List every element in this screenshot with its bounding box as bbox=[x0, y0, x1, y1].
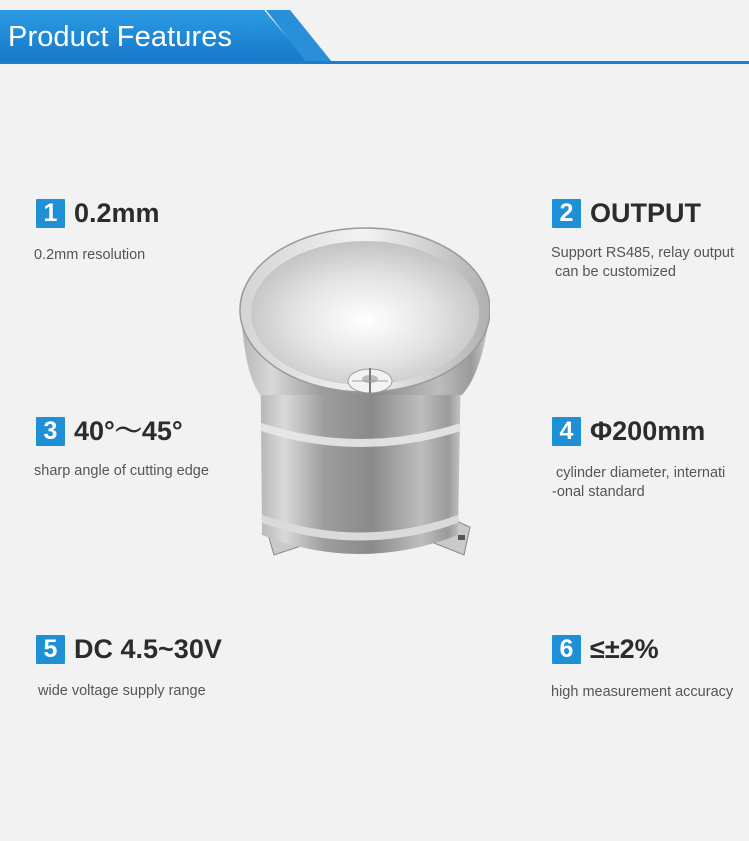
feature-title-5: DC 4.5~30V bbox=[74, 634, 222, 664]
feature-title-6: ≤±2% bbox=[590, 634, 659, 664]
feature-6 bbox=[552, 634, 659, 664]
feature-desc-2: Support RS485, relay output can be customized bbox=[551, 245, 734, 280]
feature-desc-4: cylinder diameter, internati -onal standard bbox=[552, 465, 726, 500]
feature-desc-6: high measurement accuracy bbox=[551, 684, 734, 700]
feature-title-4: Φ200mm bbox=[590, 416, 706, 446]
feature-desc-1: 0.2mm resolution bbox=[34, 247, 146, 263]
feature-4 bbox=[552, 416, 705, 446]
header-banner bbox=[0, 0, 749, 66]
feature-number-3: 3 bbox=[36, 417, 65, 446]
feature-title-2: OUTPUT bbox=[590, 198, 701, 228]
feature-title-3: 40°～45° bbox=[74, 416, 183, 446]
feature-desc-5: wide voltage supply range bbox=[38, 683, 206, 699]
feature-1 bbox=[36, 198, 160, 228]
feature-2 bbox=[552, 198, 701, 228]
feature-5 bbox=[36, 634, 222, 664]
rain-gauge-image bbox=[230, 205, 490, 575]
feature-number-4: 4 bbox=[552, 417, 581, 446]
feature-desc-3: sharp angle of cutting edge bbox=[34, 463, 209, 479]
feature-3 bbox=[36, 416, 183, 446]
feature-number-6: 6 bbox=[552, 635, 581, 664]
feature-title-1: 0.2mm bbox=[74, 198, 160, 228]
feature-number-5: 5 bbox=[36, 635, 65, 664]
feature-number-2: 2 bbox=[552, 199, 581, 228]
feature-number-1: 1 bbox=[36, 199, 65, 228]
page-title: Product Features bbox=[8, 21, 233, 53]
